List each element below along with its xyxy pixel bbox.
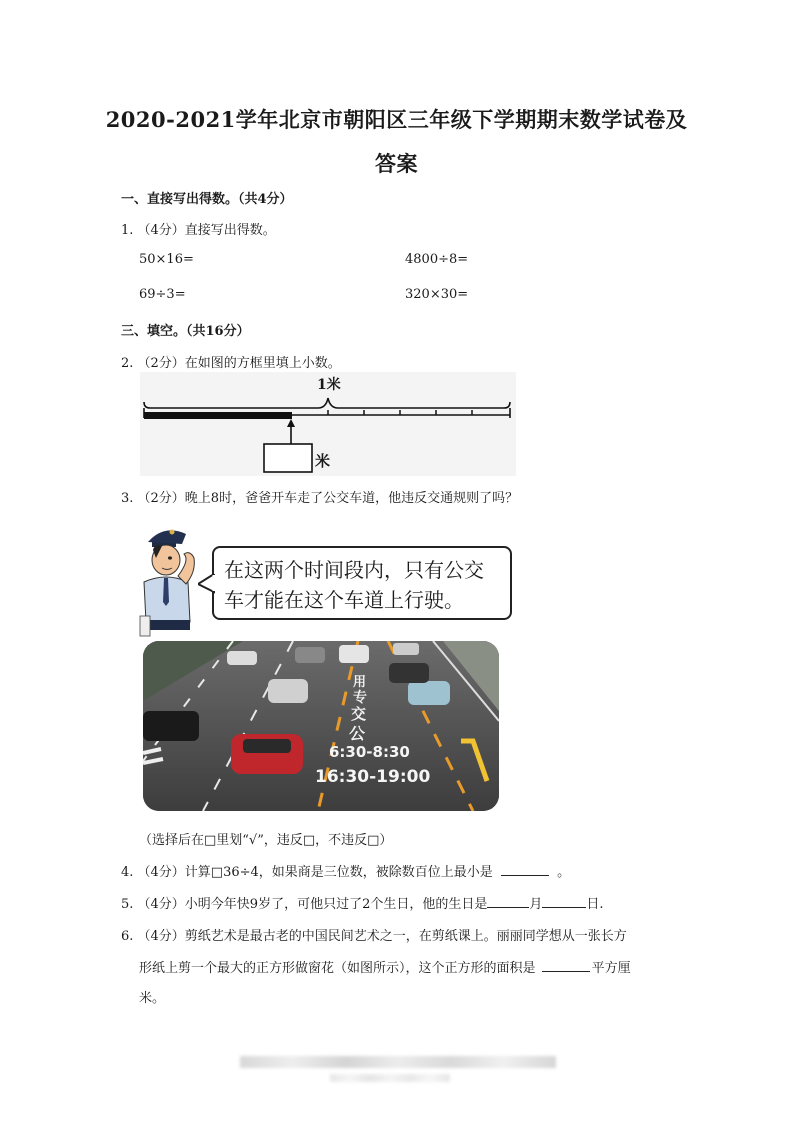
question-6-text: 形纸上剪一个最大的正方形做窗花（如图所示），这个正方形的面积是 xyxy=(139,961,536,976)
shaded-segment xyxy=(144,412,292,419)
label-meter-unit: 米 xyxy=(315,452,331,470)
answer-blank[interactable] xyxy=(501,861,549,876)
bracket-brace xyxy=(144,398,510,408)
bubble-line-1: 在这两个时间段内，只有公交 xyxy=(224,558,484,582)
question-4-end: 。 xyxy=(557,865,571,880)
question-6-line1: 6. （4分）剪纸艺术是最古老的中国民间艺术之一，在剪纸课上。丽丽同学想从一张长方 xyxy=(121,929,627,944)
question-3-note: （选择后在□里划“√”，违反□，不违反□） xyxy=(139,833,393,848)
day-label: 日. xyxy=(586,897,604,912)
calc-item: 320×30= xyxy=(405,287,469,302)
bus-lane-photo xyxy=(143,641,499,811)
question-2-prompt: 2. （2分）在如图的方框里填上小数。 xyxy=(121,356,341,371)
answer-blank[interactable] xyxy=(542,957,590,972)
black-car xyxy=(143,711,199,741)
label-one-meter: 1米 xyxy=(317,377,341,393)
section-heading-3: 三、填空。（共16分） xyxy=(121,324,250,339)
blurred-footer xyxy=(240,1056,556,1068)
speech-bubble xyxy=(212,546,512,620)
number-line-figure xyxy=(140,372,516,476)
unit-label: 平方厘 xyxy=(591,961,631,976)
lane-time-1: 6:30-8:30 xyxy=(329,743,410,761)
question-6-line2 xyxy=(139,957,631,976)
calc-item: 4800÷8= xyxy=(405,252,469,267)
question-6-line3: 米。 xyxy=(139,991,166,1006)
question-4 xyxy=(121,861,570,880)
question-5 xyxy=(121,893,604,912)
lane-char: 用 xyxy=(353,675,367,690)
question-1-prompt: 1. （4分）直接写出得数。 xyxy=(121,223,276,238)
silver-car xyxy=(268,679,308,703)
lane-char: 交 xyxy=(351,705,367,723)
answer-box[interactable] xyxy=(264,444,312,472)
answer-blank-day[interactable] xyxy=(542,893,586,908)
bubble-tail xyxy=(198,574,216,594)
calc-item: 50×16= xyxy=(139,252,194,267)
section-heading-1: 一、直接写出得数。（共4分） xyxy=(121,192,293,207)
answer-blank-month[interactable] xyxy=(487,893,529,908)
taxi-car xyxy=(408,681,450,705)
lane-char: 公 xyxy=(349,724,366,743)
question-4-text: 4. （4分）计算□36÷4，如果商是三位数，被除数百位上最小是 xyxy=(121,865,493,880)
page-title-line2: 答案 xyxy=(375,151,418,176)
page-title-line1: 2020-2021学年北京市朝阳区三年级下学期期末数学试卷及 xyxy=(105,107,688,132)
calc-item: 69÷3= xyxy=(139,287,186,302)
question-5-text: 5. （4分）小明今年快9岁了，可他只过了2个生日，他的生日是 xyxy=(121,897,488,912)
month-label: 月 xyxy=(529,897,543,912)
blurred-footer-sub xyxy=(330,1074,450,1082)
question-3-prompt: 3. （2分）晚上8时，爸爸开车走了公交车道，他违反交通规则了吗？ xyxy=(121,491,519,506)
bubble-line-2: 车才能在这个车道上行驶。 xyxy=(224,588,464,612)
lane-time-2: 16:30-19:00 xyxy=(315,767,431,787)
lane-char: 专 xyxy=(353,690,367,706)
